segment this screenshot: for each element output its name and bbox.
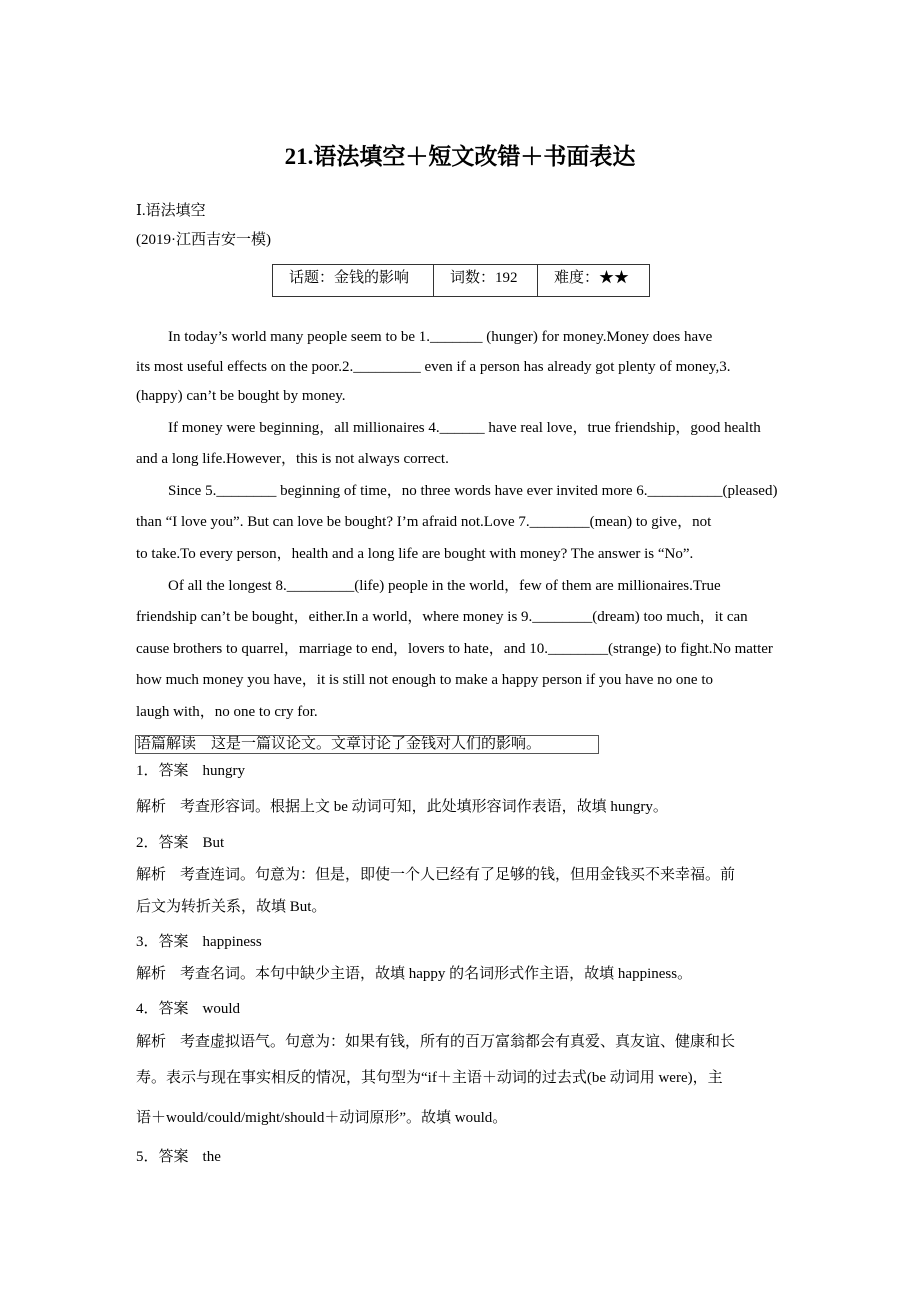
answer-number: 1． — [136, 763, 159, 779]
answer-label: 答案 — [158, 1149, 189, 1165]
passage-line: Since 5.________ beginning of time，no three words have ever invited more 6.__________(pleased) — [168, 483, 778, 499]
analysis-label: 解析 — [136, 966, 167, 982]
analysis-label: 解析 — [136, 867, 167, 883]
word-count-cell: 词数：192 — [434, 265, 538, 296]
analysis-text: 寿。表示与现在事实相反的情况，其句型为“if＋主语＋动词的过去式(be 动词用 were)，主 — [136, 1070, 723, 1086]
summary-box: 语篇解读 这是一篇议论文。文章讨论了金钱对人们的影响。 — [135, 735, 599, 754]
answer-1 — [136, 761, 245, 781]
answer-number: 3． — [136, 934, 159, 950]
passage-line: how much money you have，it is still not enough to make a happy person if you have no one to — [136, 672, 713, 688]
analysis-text: 考查名词。本句中缺少主语，故填 happy 的名词形式作主语，故填 happiness。 — [180, 966, 693, 982]
analysis-text: 考查虚拟语气。句意为：如果有钱，所有的百万富翁都会有真爱、真友谊、健康和长 — [180, 1034, 736, 1050]
answer-label: 答案 — [158, 763, 189, 779]
answer-3 — [136, 932, 262, 952]
answer-number: 2． — [136, 835, 159, 851]
analysis-2 — [136, 865, 735, 885]
passage-line: its most useful effects on the poor.2._________ even if a person has already got plenty of money,3. — [136, 359, 731, 375]
answer-label: 答案 — [158, 934, 189, 950]
analysis-text: 语＋would/could/might/should＋动词原形”。故填 would。 — [136, 1110, 508, 1126]
source-note: (2019·江西吉安一模) — [136, 232, 271, 248]
passage-line: to take.To every person，health and a long life are bought with money? The answer is “No”. — [136, 546, 694, 562]
analysis-text: 考查形容词。根据上文 be 动词可知，此处填形容词作表语，故填 hungry。 — [180, 799, 668, 815]
answer-2 — [136, 833, 224, 853]
analysis-text: 考查连词。句意为：但是，即使一个人已经有了足够的钱，但用金钱买不来幸福。前 — [180, 867, 736, 883]
analysis-text: 后文为转折关系，故填 But。 — [136, 899, 327, 915]
passage-line: friendship can’t be bought，either.In a world，where money is 9.________(dream) too much，it can — [136, 609, 748, 625]
passage-line: laugh with，no one to cry for. — [136, 704, 318, 720]
passage-line: Of all the longest 8._________(life) people in the world，few of them are millionaires.True — [168, 578, 721, 594]
answer-value: But — [202, 835, 225, 851]
answer-value: hungry — [202, 763, 246, 779]
analysis-label: 解析 — [136, 799, 167, 815]
passage-line: (happy) can’t be bought by money. — [136, 388, 346, 404]
answer-label: 答案 — [158, 835, 189, 851]
answer-value: the — [202, 1149, 221, 1165]
passage-line: If money were beginning，all millionaires 4.______ have real love，true friendship，good health — [168, 420, 761, 436]
answer-label: 答案 — [158, 1001, 189, 1017]
passage-line: In today’s world many people seem to be 1._______ (hunger) for money.Money does have — [168, 329, 713, 345]
analysis-3 — [136, 964, 692, 984]
analysis-label: 解析 — [136, 1034, 167, 1050]
analysis-1 — [136, 797, 668, 817]
answer-value: would — [202, 1001, 241, 1017]
answer-5 — [136, 1147, 221, 1167]
difficulty-cell: 难度：★★ — [554, 270, 630, 286]
answer-number: 4． — [136, 1001, 159, 1017]
analysis-4 — [136, 1032, 735, 1052]
page-title: 21.语法填空＋短文改错＋书面表达 — [284, 144, 636, 169]
answer-value: happiness — [202, 934, 262, 950]
info-table — [272, 264, 650, 297]
section-heading: Ⅰ.语法填空 — [136, 203, 206, 219]
passage-line: and a long life.However，this is not always correct. — [136, 451, 449, 467]
answer-number: 5． — [136, 1149, 159, 1165]
answer-4 — [136, 999, 240, 1019]
topic-cell: 话题：金钱的影响 — [273, 265, 434, 296]
passage-line: cause brothers to quarrel，marriage to end，lovers to hate，and 10.________(strange) to fight.No matter — [136, 641, 773, 657]
passage-line: than “I love you”. But can love be bought? I’m afraid not.Love 7.________(mean) to give，not — [136, 514, 712, 530]
